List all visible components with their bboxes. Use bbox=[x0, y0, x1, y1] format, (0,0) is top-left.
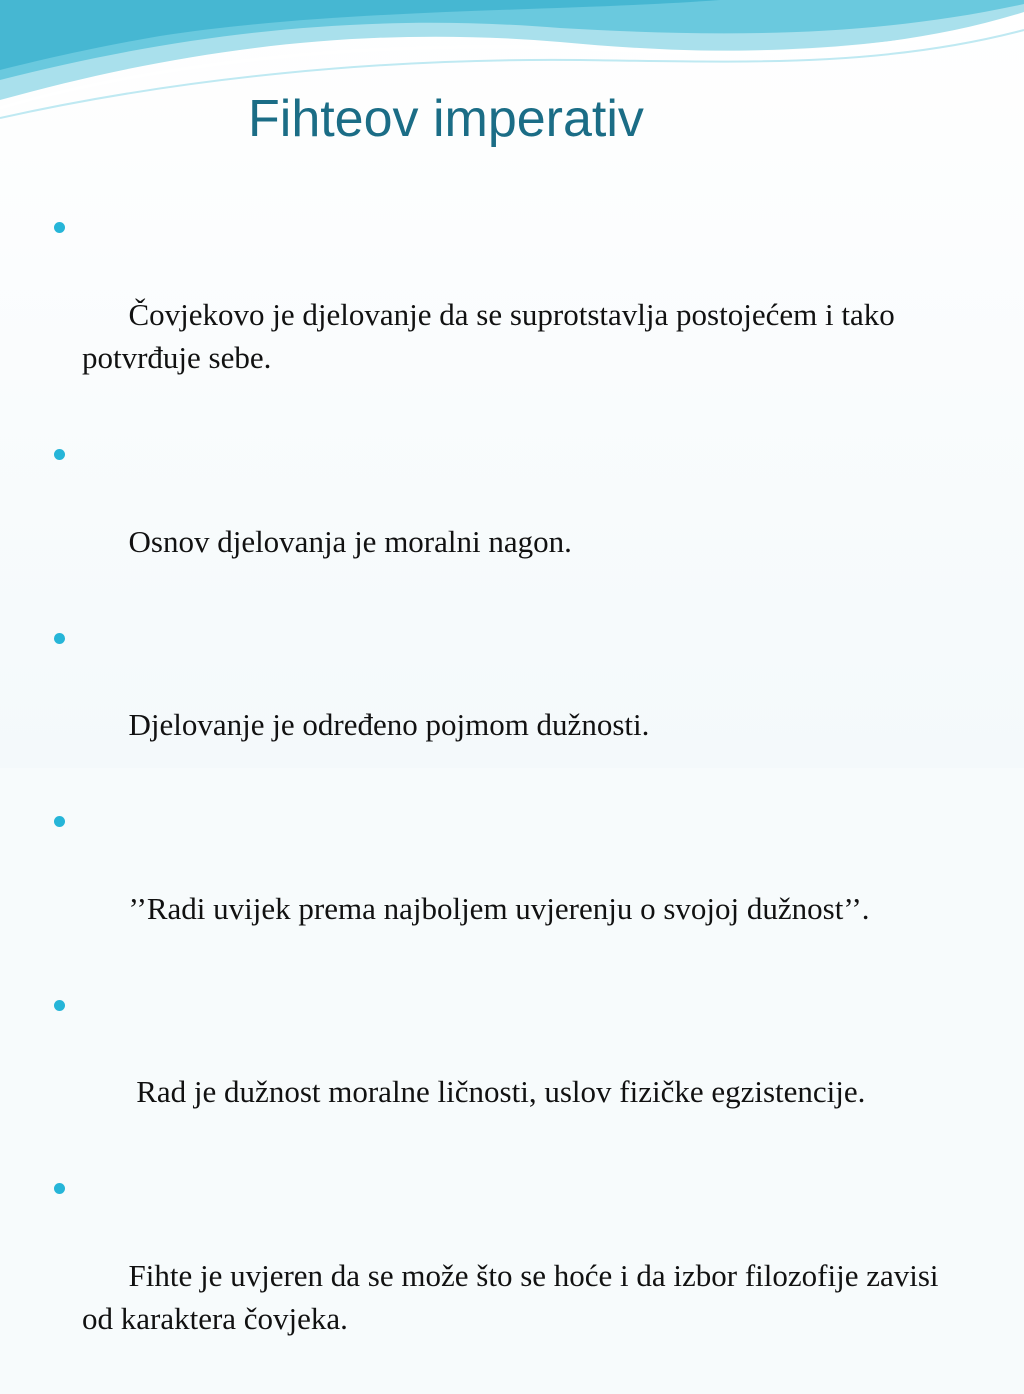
bullet-text: ’’Radi uvijek prema najboljem uvjerenju o svojoj dužnost’’. bbox=[128, 890, 870, 926]
bullet-text: Čovjekovo je djelovanje da se suprotstavlja postojećem i tako potvrđuje sebe. bbox=[82, 296, 903, 376]
bullet-dot-icon bbox=[54, 1183, 65, 1194]
bullet-item bbox=[52, 206, 952, 423]
bullet-item bbox=[52, 1167, 952, 1384]
bullet-dot-icon bbox=[54, 1000, 65, 1011]
bullet-dot-icon bbox=[54, 633, 65, 644]
slide-title: Fihteov imperativ bbox=[248, 90, 644, 148]
bullet-dot-icon bbox=[54, 449, 65, 460]
bullet-list bbox=[52, 206, 952, 1394]
bullet-text: Rad je dužnost moralne ličnosti, uslov fizičke egzistencije. bbox=[128, 1074, 866, 1110]
bullet-item bbox=[52, 800, 952, 974]
bullet-item bbox=[52, 984, 952, 1158]
bullet-item bbox=[52, 617, 952, 791]
bullet-text: Osnov djelovanja je moralni nagon. bbox=[128, 523, 572, 559]
bullet-item bbox=[52, 433, 952, 607]
bullet-text: Fihte je uvjeren da se može što se hoće i da izbor filozofije zavisi od karaktera čovjeka. bbox=[82, 1257, 947, 1337]
bullet-dot-icon bbox=[54, 816, 65, 827]
bullet-text: Djelovanje je određeno pojmom dužnosti. bbox=[128, 707, 650, 743]
bullet-dot-icon bbox=[54, 222, 65, 233]
